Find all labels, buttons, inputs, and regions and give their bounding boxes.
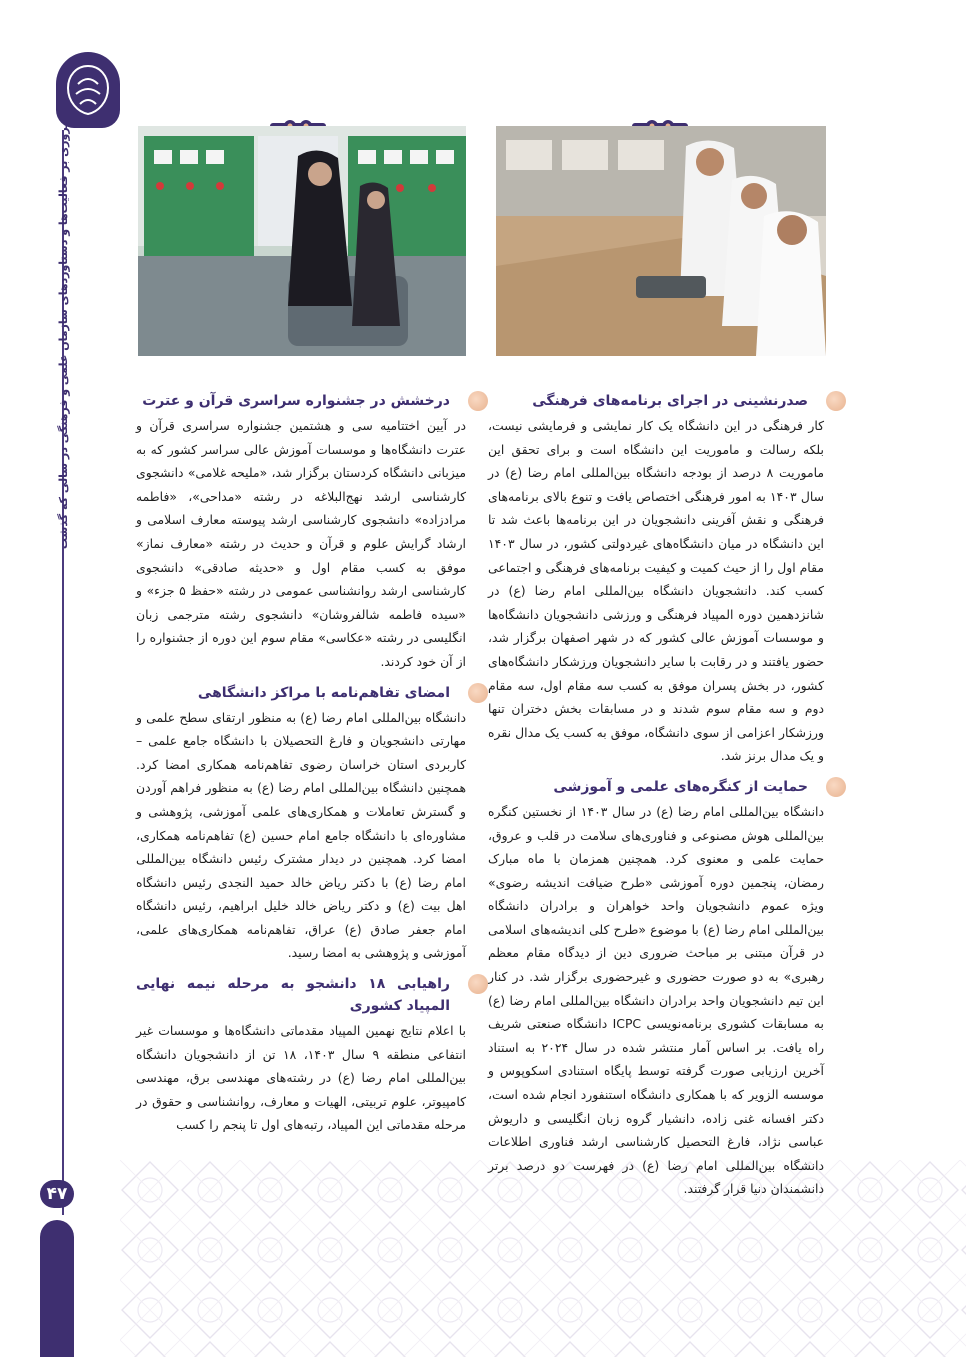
- page-number: ۴۷: [40, 1180, 74, 1208]
- heading-bullet-icon: [826, 777, 846, 797]
- heading-bullet-icon: [468, 974, 488, 994]
- section-heading: [488, 776, 824, 798]
- section-heading: [136, 682, 466, 704]
- logo-emblem-icon: [64, 62, 112, 118]
- section-heading: [136, 973, 466, 1017]
- article-section: [136, 682, 466, 966]
- section-body: با اعلام نتایج نهمین المپیاد مقدماتی دانشگاه‌ها و موسسات غیر انتفاعی منطقه ۹ سال ۱۴۰۳، ۱۸ تن از دانشجویان دانشگاه بین‌المللی امام رضا (ع) در رشته‌های مهندسی برق، مهندسی کامپیوتر، علوم تربیتی، الهیات و معارف، روانشناسی و حقوق در مرحله مقدماتی این المپیاد، رتبه‌های اول تا پنجم را کسب: [136, 1023, 466, 1133]
- section-heading-text: راهیابی ۱۸ دانشجو به مرحله نیمه نهایی المپیاد کشوری: [136, 976, 450, 1015]
- article-section: [488, 390, 824, 768]
- section-heading-text: صدرنشینی در اجرای برنامه‌های فرهنگی: [532, 393, 808, 409]
- article-section: [136, 973, 466, 1137]
- article-column-left: [136, 390, 466, 1145]
- article-section: [136, 390, 466, 674]
- section-body: دانشگاه بین‌المللی امام رضا (ع) به منظور ارتقای سطح علمی و مهارتی دانشجویان و فارغ التحصیلان با دانشگاه جامع علمی – کاربردی استان خراسان رضوی تفاهم‌نامه همکاری امضا کرد. همچنین دانشگاه بین‌المللی امام رضا (ع) به منظور فراهم آوردن و گسترش تعاملات و همکاری‌های علمی آموزشی، پژوهشی و مشاوره‌ای با دانشگاه جامع امام حسین (ع) تفاهم‌نامه همکاری، امضا کرد. همچنین در دیدار مشترک رئیس دانشگاه بین‌المللی امام رضا (ع) با دکتر ریاض خالد حمید النجدی رئیس دانشگاه اهل بیت (ع) و دکتر ریاض خالد خلیل ابراهیم، رئیس دانشگاه امام جعفر صادق (ع) عراق، تفاهم‌نامه همکاری‌های علمی، آموزشی و پژوهشی به امضا رسید.: [136, 709, 466, 961]
- section-body: در آیین اختتامیه سی و هشتمین جشنواره سراسری قرآن و عترت دانشگاه‌ها و موسسات آموزش عالی سراسر کشور که به میزبانی دانشگاه کردستان برگزار شد، «ملیحه غلامی» دانشجوی کارشناسی ارشد نهج‌البلاغه در رشته «مداحی»، «فاطمه مرادزاده» دانشجوی کارشناسی ارشد پیوسته معارف اسلامی و ارشاد گرایش علوم و قرآن و حدیث در رشته «معارف نماز» موفق به کسب مقام اول و «حدیثه صادقی» دانشجوی کارشناسی ارشد روانشناسی عمومی در رشته «حفظ ۵ جزء» و «سیده فاطمه شالفروشان» دانشجوی رشته مترجمی زبان انگلیسی در رشته «عکاسی» مقام سوم این دوره از جشنواره را از آن خود کردند.: [136, 418, 467, 669]
- section-caption: [52, 120, 74, 960]
- lab-photo-students-at-panel: [138, 126, 466, 356]
- heading-bullet-icon: [468, 683, 488, 703]
- section-body: دانشگاه بین‌المللی امام رضا (ع) در سال ۱۴۰۳ از نخستین کنگره بین‌المللی هوش مصنوعی و فناوری‌های سلامت در قلب و عروق، حمایت علمی و معنوی کرد. همچنین همزمان با ماه مبارک رمضان، پنجمین دوره آموزشی «طرح ضیافت اندیشه رضوی» ویژه عموم دانشجویان واحد خواهران و برادران دانشگاه بین‌المللی امام رضا (ع) با موضوع «طرح کلی اندیشه‌های اسلامی در قرآن مبتنی بر مباحث ضروری دین از دیدگاه مقام معظم رهبری» به دو صورت حضوری و غیرحضوری برگزار شد. در کنار این تیم دانشجویان واحد برادران دانشگاه بین‌المللی امام رضا (ع) به مسابقات کشوری برنامه‌نویسی ICPC دانشگاه صنعتی شریف راه یافت. بر اساس آمار منتشر شده در سال ۲۰۲۴ به استناد آخرین ارزیابی صورت گرفته توسط پایگاه استنادی اسکوپوس و موسسه الزویر که با همکاری دانشگاه استنفورد انجام شده است، دکتر افسانه غنی زاده، دانشیار گروه زبان انگلیسی و داریوش عباسی نژاد، فارغ التحصیل کارشناسی ارشد فناوری اطلاعات دانشگاه بین‌المللی امام رضا (ع) در فهرست دو درصد برتر دانشمندان دنیا قرار گرفتند.: [488, 803, 824, 1197]
- section-heading-text: حمایت از کنگره‌های علمی و آموزشی: [553, 778, 808, 795]
- heading-bullet-icon: [468, 391, 488, 411]
- heading-bullet-icon: [826, 391, 846, 411]
- article-column-right: [488, 390, 824, 1209]
- sidebar-band: [40, 1220, 74, 1357]
- magazine-logo: [56, 52, 120, 128]
- article-section: [488, 776, 824, 1201]
- section-caption-text: مروری بر فعالیت‌ها و دستاوردهای سازمان علمی و فرهنگی در سالی که گذشت: [56, 120, 70, 550]
- section-heading-text: امضای تفاهم‌نامه با مراکز دانشگاهی: [197, 684, 450, 701]
- section-heading: [136, 390, 466, 412]
- section-body: کار فرهنگی در این دانشگاه یک کار نمایشی و فرمایشی نیست، بلکه رسالت و ماموریت این دانشگاه است و برای تحقق این ماموریت ۸ درصد از بودجه دانشگاه بین‌المللی امام رضا (ع) در سال ۱۴۰۳ به امور فرهنگی اختصاص یافت و تنوع بالای برنامه‌های فرهنگی و نقش آفرینی دانشجویان در این برنامه‌ها باعث شد تا این دانشگاه در میان دانشگاه‌های غیردولتی کشور، در سال ۱۴۰۳ مقام اول را از حیث کمیت و کیفیت برنامه‌های فرهنگی و اجتماعی کسب کند. دانشجویان دانشگاه بین‌المللی امام رضا (ع) در شانزدهمین دوره المپیاد فرهنگی و ورزشی دانشجویان دانشگاه‌ها و موسسات آموزش عالی کشور که در شهر اصفهان برگزار شد، حضور یافتند و در رقابت با سایر دانشجویان ورزشکار دانشگاه‌های کشور، در بخش پسران موفق به کسب سه مقام اول، سه مقام دوم و سه مقام سوم شدند و در مسابقات بخش دختران تنها ورزشکار اعزامی از سوی دانشگاه، موفق به کسب یک مدال نقره و یک مدال برنز شد.: [488, 418, 824, 764]
- section-heading-text: درخشش در جشنواره سراسری قرآن و عترت: [142, 393, 450, 409]
- section-heading: [488, 390, 824, 412]
- lab-photo-students-at-bench: [496, 126, 826, 356]
